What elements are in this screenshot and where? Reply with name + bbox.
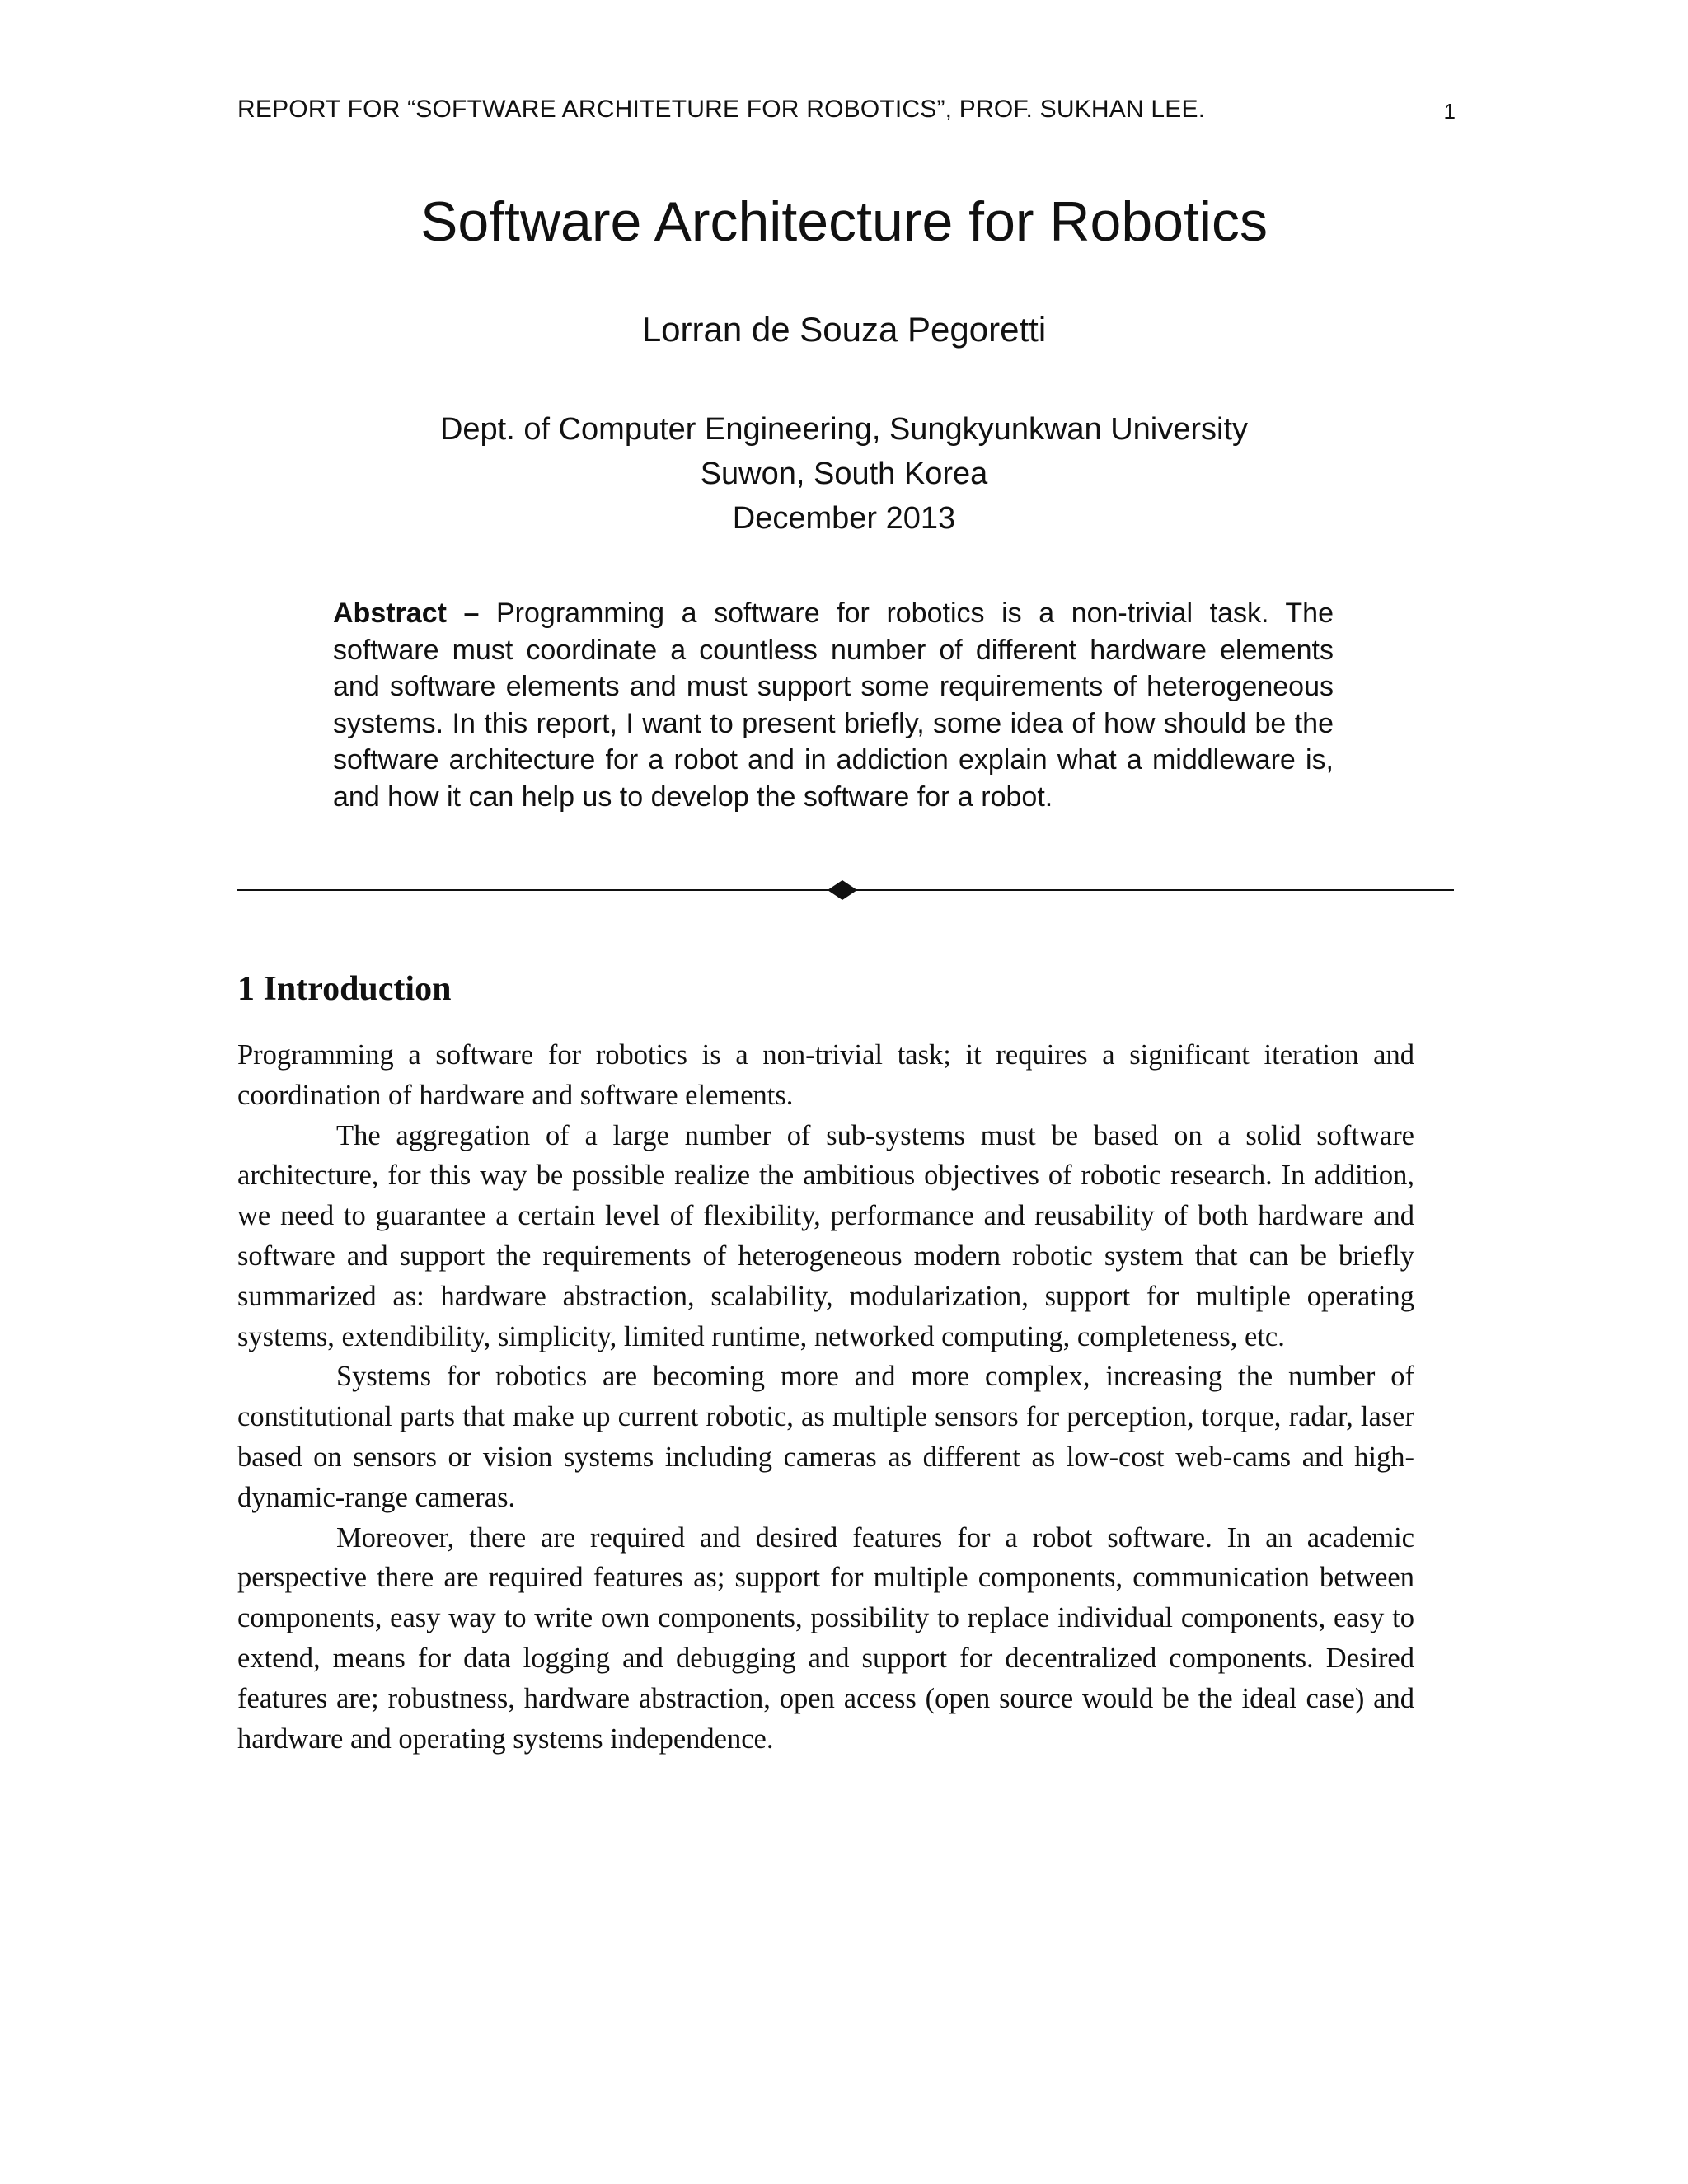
page-number: 1 xyxy=(1443,99,1456,124)
body-paragraph: Programming a software for robotics is a non-trivial task; it requires a significant iteration and coordination of hardware and software elements. xyxy=(237,1039,1414,1111)
section-body xyxy=(237,1035,1414,1759)
body-paragraph: Systems for robotics are becoming more and more complex, increasing the number of constitutional parts that make up current robotic, as multiple sensors for perception, torque, radar, laser based on sensors or vision systems including cameras as different as low-cost web-cams and high-dynamic-range cameras. xyxy=(237,1361,1414,1513)
affiliation-location: Suwon, South Korea xyxy=(700,457,988,491)
body-paragraph: Moreover, there are required and desired features for a robot software. In an academic perspective there are required features as; support for multiple components, communication between components, easy way to write own components, possibility to replace individual components, easy to extend, means for data logging and debugging and support for decentralized components. Desired features are; robustness, hardware abstraction, open access (open source would be the ideal case) and hardware and operating systems independence. xyxy=(237,1521,1414,1755)
body-paragraph: The aggregation of a large number of sub-systems must be based on a solid software architecture, for this way be possible realize the ambitious objectives of robotic research. In addition, we need to guarantee a certain level of flexibility, performance and reusability of both hardware and software and support the requirements of heterogeneous modern robotic system that can be briefly summarized as: hardware abstraction, scalability, modularization, support for multiple operating systems, extendibility, simplicity, limited runtime, networked computing, completeness, etc. xyxy=(237,1119,1414,1352)
abstract-text: Programming a software for robotics is a non-trivial task. The software must coordinate a countless number of different hardware elements and software elements and must support some requirements of heterogeneous systems. In this report, I want to present briefly, some idea of how should be the software architecture for a robot and in addiction explain what a middleware is, and how it can help us to develop the software for a robot. xyxy=(333,598,1334,813)
running-header: REPORT FOR “SOFTWARE ARCHITETURE FOR ROBOTICS”, PROF. SUKHAN LEE. xyxy=(237,96,1206,123)
affiliation-department: Dept. of Computer Engineering, Sungkyunkwan University xyxy=(439,412,1249,447)
divider-diamond xyxy=(828,880,857,900)
author-name: Lorran de Souza Pegoretti xyxy=(641,310,1047,349)
paper-title: Software Architecture for Robotics xyxy=(420,190,1268,253)
section-heading: 1 Introduction xyxy=(237,970,452,1008)
abstract xyxy=(333,595,1334,815)
affiliation-date: December 2013 xyxy=(732,501,956,536)
abstract-label: Abstract – xyxy=(333,598,480,629)
section-divider xyxy=(237,880,1454,900)
